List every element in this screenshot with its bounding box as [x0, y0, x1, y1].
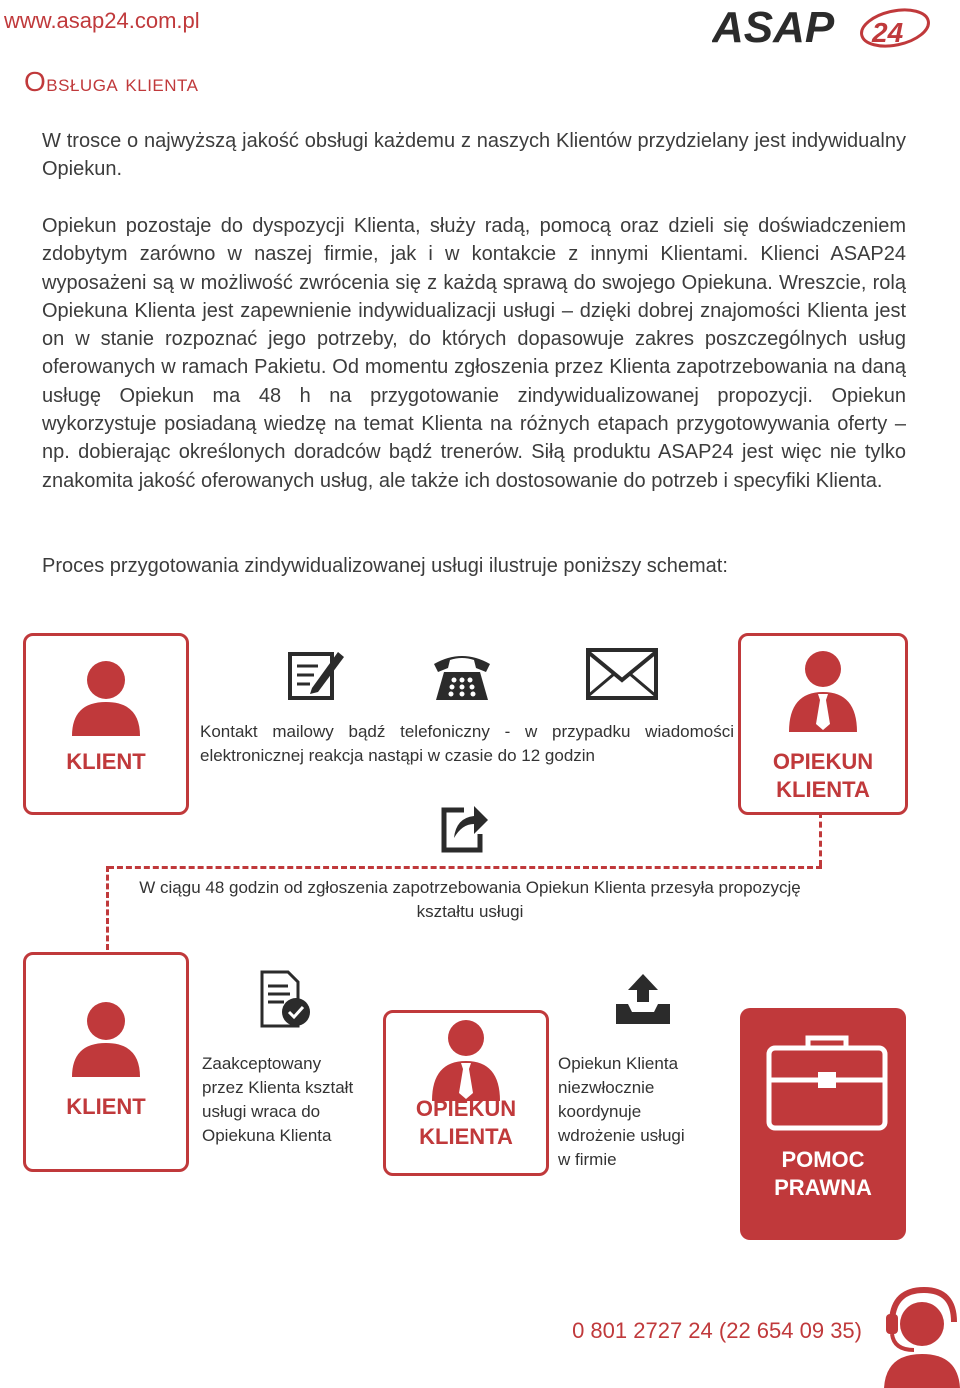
- klient-label-1: KLIENT: [66, 749, 146, 774]
- row1-description: Kontakt mailowy bądź telefoniczny - w przypadku wiadomości elektronicznej reakcja nastąpi w czasie do 12 godzin: [200, 722, 734, 765]
- contact-phone[interactable]: 0 801 2727 24 (22 654 09 35): [572, 1318, 862, 1343]
- connector-line: [108, 866, 822, 869]
- person-icon: [70, 1001, 142, 1077]
- main-paragraph: Opiekun pozostaje do dyspozycji Klienta, służy radą, pomocą oraz dzieli się doświadczeniem zdobytym zarówno w naszej firmie, jak i w kontakcie z innymi Klientami. Klienci ASAP24 wyposażeni są w możliwość zwrócenia się z każdą sprawą do swojego Opiekuna. Wreszcie, rolą Opiekuna Klienta jest zapewnienie indywidualizacji usługi – dzięki dobrej znajomości Klienta jest on w stanie rozpoznać jego potrzeby, do których dopasowuje zakres poszczególnych usług oferowanych w ramach Pakietu. Od momentu zgłoszenia przez Klienta zapotrzebowania na daną usługę Opiekun ma 48 h na przygotowanie zindywidualizowanej propozycji. Opiekun wykorzystuje posiadaną wiedzę na temat Klienta na różnych etapach przygotowywania oferty – np. dobierając określonych doradców bądź trenerów. Siłą produktu ASAP24 jest więc nie tylko znakomita jakość oferowanych usług, ale także ich dostosowanie do potrzeb i specyfiki Klienta.: [42, 215, 906, 492]
- klient-box-1: [23, 633, 189, 815]
- opiekun-label-2: OPIEKUN KLIENTA: [415, 1096, 517, 1149]
- document-check-icon: [258, 970, 312, 1028]
- edit-document-icon: [288, 648, 346, 700]
- svg-text:ASAP: ASAP: [712, 4, 835, 50]
- diagram-intro: Proces przygotowania zindywidualizowanej usługi ilustruje poniższy schemat:: [42, 555, 728, 577]
- page-title: [24, 66, 199, 98]
- row2-description-1: Zaakceptowany przez Klienta kształt usługi wraca do Opiekuna Klienta: [202, 1054, 354, 1145]
- svg-text:24: 24: [872, 17, 904, 48]
- opiekun-box-2: [383, 1010, 549, 1176]
- pomoc-prawna-box: [740, 1008, 906, 1240]
- connector-line: [106, 866, 109, 950]
- person-tie-icon: [430, 1019, 502, 1101]
- middle-description: W ciągu 48 godzin od zgłoszenia zapotrzebowania Opiekun Klienta przesyła propozycję kształtu usługi: [139, 878, 801, 921]
- title-rest: bsługa klienta: [46, 70, 199, 97]
- title-initial: O: [24, 66, 47, 97]
- briefcase-icon: [766, 1034, 888, 1132]
- telephone-icon: [430, 646, 494, 702]
- opiekun-label-1: OPIEKUN KLIENTA: [772, 749, 874, 802]
- klient-label-2: KLIENT: [66, 1094, 146, 1119]
- pomoc-prawna-label: POMOC PRAWNA: [774, 1147, 872, 1200]
- opiekun-box-1: [738, 633, 908, 815]
- person-tie-icon: [787, 650, 859, 732]
- headset-agent-icon: [880, 1284, 960, 1388]
- connector-line: [819, 812, 822, 866]
- upload-tray-icon: [614, 972, 672, 1026]
- asap24-logo: [712, 4, 932, 50]
- intro-paragraph: W trosce o najwyższą jakość obsługi każdemu z naszych Klientów przydzielany jest indywidualny Opiekun.: [42, 130, 906, 181]
- website-url[interactable]: www.asap24.com.pl: [4, 8, 200, 33]
- klient-box-2: [23, 952, 189, 1172]
- row2-description-2: Opiekun Klienta niezwłocznie koordynuje wdrożenie usługi w firmie: [558, 1054, 685, 1169]
- envelope-icon: [586, 648, 658, 700]
- person-icon: [70, 660, 142, 736]
- share-icon: [440, 800, 490, 854]
